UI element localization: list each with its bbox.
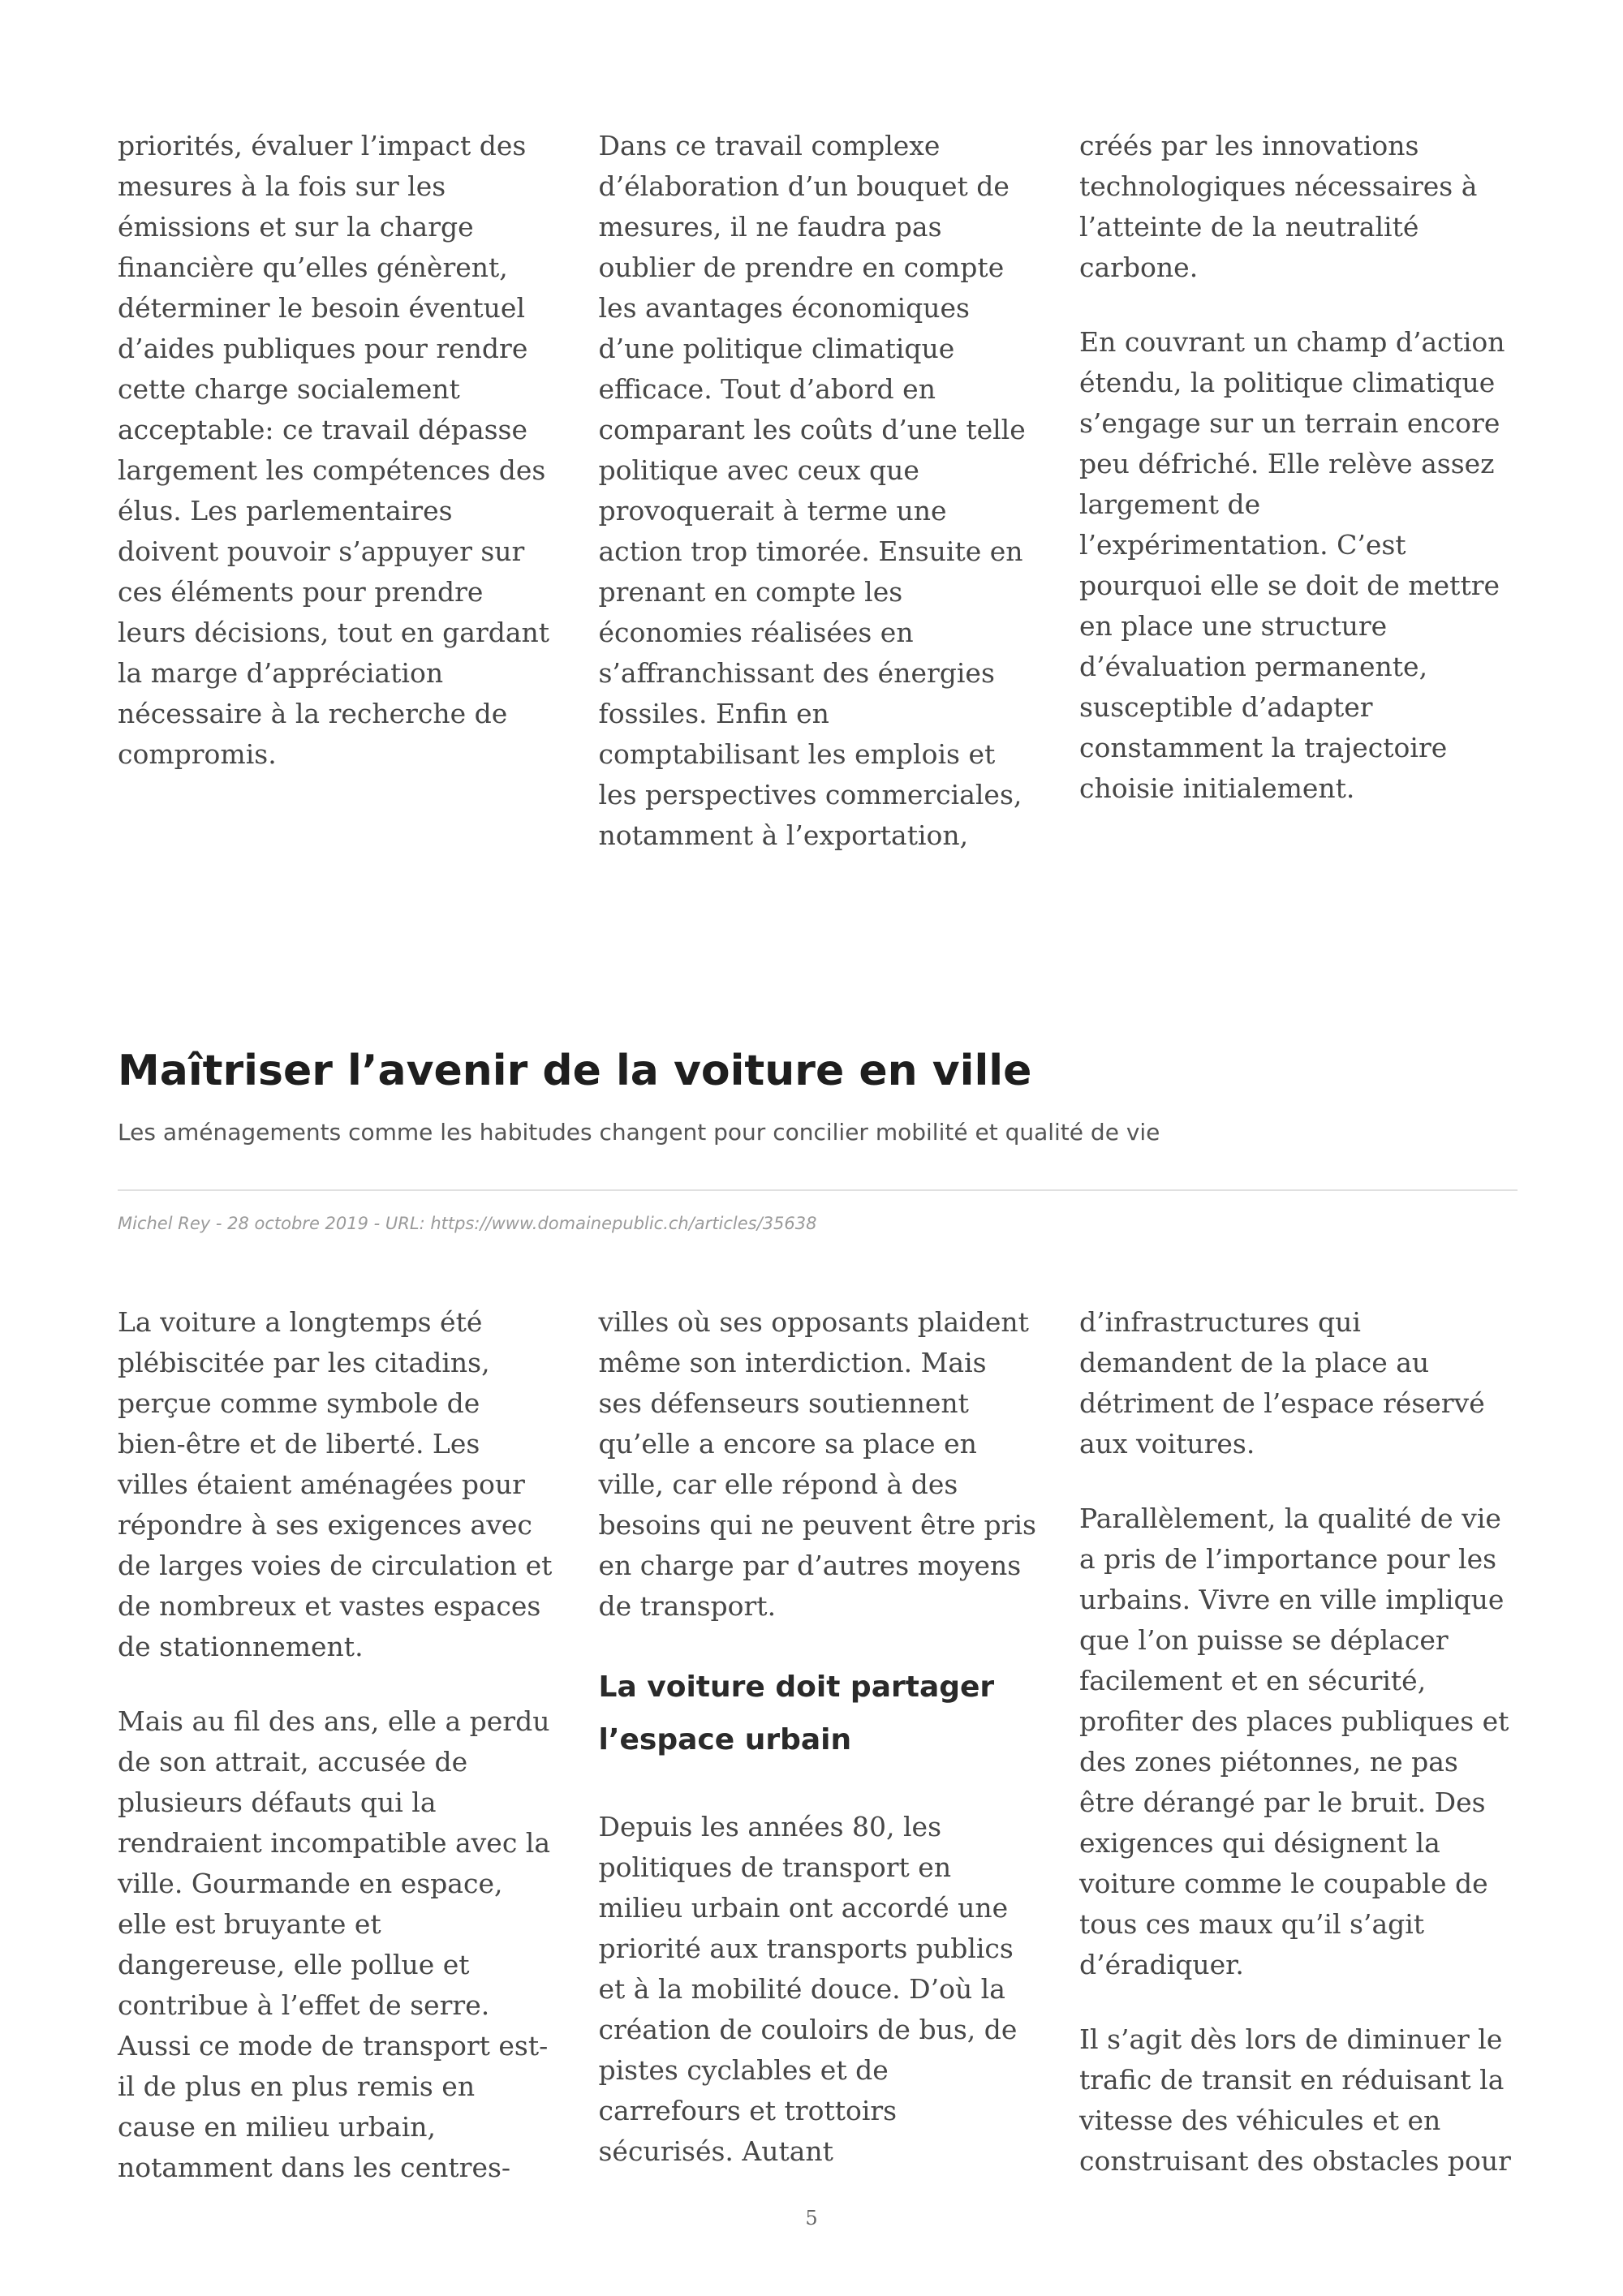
article-title: Maîtriser l’avenir de la voiture en ville: [118, 1047, 1032, 1095]
article-subtitle: Les aménagements comme les habitudes changent pour concilier mobilité et qualité de vie: [118, 1119, 1160, 1146]
article-columns: [118, 1302, 1518, 2188]
paragraph: villes où ses opposants plaident même son interdiction. Mais ses défenseurs soutiennent qu’elle a encore sa place en ville, car elle répond à des besoins qui ne peuvent être pris en charge par d’autres moyens de transport.: [598, 1306, 1036, 1622]
paragraph: Mais au fil des ans, elle a perdu de son attrait, accusée de plusieurs défauts qui la rendraient incompatible avec la ville. Gourmande en espace, elle est bruyante et dangereuse, elle pollue et contribue à l’effet de serre. Aussi ce mode de transport est-il de plus en plus remis en cause en milieu urbain, notamment dans les centres-: [118, 1705, 551, 2183]
paragraph: d’infrastructures qui demandent de la place au détriment de l’espace réservé aux voitures.: [1079, 1306, 1485, 1460]
article-byline: Michel Rey - 28 octobre 2019 - URL: https://www.domainepublic.ch/articles/35638: [118, 1214, 817, 1233]
paragraph: Depuis les années 80, les politiques de transport en milieu urbain ont accordé une priorité aux transports publics et à la mobilité douce. D’où la création de couloirs de bus, de pistes cyclables et de carrefours et trottoirs sécurisés. Autant: [598, 1811, 1018, 2167]
paragraph: Parallèlement, la qualité de vie a pris de l’importance pour les urbains. Vivre en ville implique que l’on puisse se déplacer facilement et en sécurité, profiter des places publiques et des zones piétonnes, ne pas être dérangé par le bruit. Des exigences qui désignent la voiture comme le coupable de tous ces maux qu’il s’agit d’éradiquer.: [1079, 1503, 1509, 1980]
text-column-2: [599, 126, 1037, 856]
paragraph: priorités, évaluer l’impact des mesures à la fois sur les émissions et sur la charge financière qu’elles génèrent, déterminer le besoin éventuel d’aides publiques pour rendre cette charge socialement acceptable: ce travail dépasse largement les compétences des élus. Les parlementaires doivent pouvoir s’appuyer sur ces éléments pour prendre leurs décisions, tout en gardant la marge d’appréciation nécessaire à la recherche de compromis.: [118, 130, 550, 770]
text-column-2: [599, 1302, 1037, 2188]
paragraph: Il s’agit dès lors de diminuer le trafic de transit en réduisant la vitesse des véhicules et en construisant des obstacles pour: [1079, 2023, 1511, 2177]
header-divider: [118, 1189, 1518, 1191]
text-column-1: [118, 1302, 556, 2188]
paragraph: En couvrant un champ d’action étendu, la politique climatique s’engage sur un terrain encore peu défriché. Elle relève assez largement de l’expérimentation. C’est pourquoi elle se doit de mettre en place une structure d’évaluation permanente, susceptible d’adapter constamment la trajectoire choisie initialement.: [1079, 326, 1505, 804]
page-number: 5: [805, 2207, 818, 2229]
section-heading: La voiture doit partager l’espace urbain: [598, 1670, 995, 1756]
continued-article-columns: [118, 126, 1518, 856]
paragraph: créés par les innovations technologiques nécessaires à l’atteinte de la neutralité carbone.: [1079, 130, 1478, 283]
paragraph: La voiture a longtemps été plébiscitée par les citadins, perçue comme symbole de bien-être et de liberté. Les villes étaient aménagées pour répondre à ses exigences avec de larges voies de circulation et de nombreux et vastes espaces de stationnement.: [118, 1306, 553, 1662]
text-column-1: [118, 126, 556, 856]
paragraph: Dans ce travail complexe d’élaboration d’un bouquet de mesures, il ne faudra pas oublier de prendre en compte les avantages économiques d’une politique climatique efficace. Tout d’abord en comparant les coûts d’une telle politique avec ceux que provoquerait à terme une action trop timorée. Ensuite en prenant en compte les économies réalisées en s’affranchissant des énergies fossiles. Enfin en comptabilisant les emplois et les perspectives commerciales, notamment à l’exportation,: [598, 130, 1026, 851]
text-column-3: [1079, 126, 1518, 856]
text-column-3: [1079, 1302, 1518, 2188]
